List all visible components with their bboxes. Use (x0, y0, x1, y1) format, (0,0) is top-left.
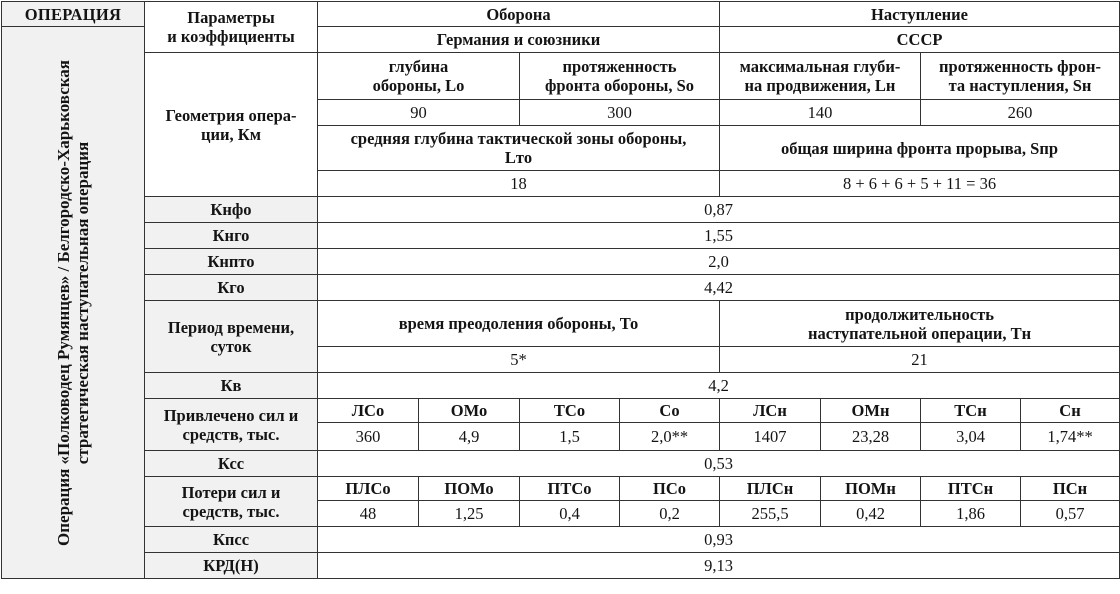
losses-value: 0,4 (520, 501, 620, 527)
losses-header: ПЛСн (720, 477, 821, 501)
lo-label: глубина обороны, Lо (318, 53, 520, 100)
knpto-label: Кнпто (145, 249, 318, 275)
forces-header: ОМн (821, 399, 921, 423)
krd-label: КРД(Н) (145, 553, 318, 579)
forces-label: Привлечено сил и средств, тыс. (145, 399, 318, 451)
lh-label: максимальная глуби- на продвижения, Lн (720, 53, 921, 100)
krd-value: 9,13 (318, 553, 1120, 579)
losses-header: ПСо (620, 477, 720, 501)
forces-value: 23,28 (821, 423, 921, 451)
lto-value: 18 (318, 171, 720, 197)
losses-value: 48 (318, 501, 419, 527)
kgo-value: 4,42 (318, 275, 1120, 301)
kngo-value: 1,55 (318, 223, 1120, 249)
tn-value: 21 (720, 347, 1120, 373)
kss-value: 0,53 (318, 451, 1120, 477)
params-header (145, 2, 318, 53)
sh-value: 260 (921, 100, 1120, 126)
forces-value: 2,0** (620, 423, 720, 451)
geometry-label: Геометрия опера- ции, Км (145, 53, 318, 197)
forces-header: ТСн (921, 399, 1021, 423)
losses-value: 0,57 (1021, 501, 1120, 527)
defense-side: Германия и союзники (318, 27, 720, 53)
losses-header: ПЛСо (318, 477, 419, 501)
to-label: время преодоления обороны, То (318, 301, 720, 347)
operation-table (1, 1, 1120, 579)
lo-value: 90 (318, 100, 520, 126)
lh-value: 140 (720, 100, 921, 126)
losses-value: 0,2 (620, 501, 720, 527)
params-header-text: Параметры и коэффициенты (167, 8, 295, 46)
forces-header: ЛСн (720, 399, 821, 423)
kgo-label: Кго (145, 275, 318, 301)
losses-header: ПТСн (921, 477, 1021, 501)
offense-side: СССР (720, 27, 1120, 53)
operation-name-cell (2, 27, 145, 579)
operation-header: ОПЕРАЦИЯ (2, 2, 145, 27)
knfo-value: 0,87 (318, 197, 1120, 223)
sh-label: протяженность фрон- та наступления, Sн (921, 53, 1120, 100)
forces-header: ТСо (520, 399, 620, 423)
forces-value: 1,5 (520, 423, 620, 451)
forces-header: ОМо (419, 399, 520, 423)
period-label: Период времени, суток (145, 301, 318, 373)
forces-value: 1,74** (1021, 423, 1120, 451)
losses-header: ПСн (1021, 477, 1120, 501)
offense-header: Наступление (720, 2, 1120, 27)
defense-header: Оборона (318, 2, 720, 27)
so-value: 300 (520, 100, 720, 126)
forces-value: 360 (318, 423, 419, 451)
kss-label: Ксс (145, 451, 318, 477)
forces-header: Со (620, 399, 720, 423)
forces-value: 4,9 (419, 423, 520, 451)
forces-value: 3,04 (921, 423, 1021, 451)
forces-value: 1407 (720, 423, 821, 451)
operation-name: Операция «Полководец Румянцев» / Белгородско-Харьковская стратегическая наступательная операция (54, 59, 92, 546)
kngo-label: Кнго (145, 223, 318, 249)
to-value: 5* (318, 347, 720, 373)
kv-value: 4,2 (318, 373, 1120, 399)
forces-header: Сн (1021, 399, 1120, 423)
losses-value: 1,86 (921, 501, 1021, 527)
losses-header: ПОМо (419, 477, 520, 501)
knpto-value: 2,0 (318, 249, 1120, 275)
knfo-label: Кнфо (145, 197, 318, 223)
forces-header: ЛСо (318, 399, 419, 423)
snp-label: общая ширина фронта прорыва, Sпр (720, 126, 1120, 171)
losses-value: 1,25 (419, 501, 520, 527)
losses-label: Потери сил и средств, тыс. (145, 477, 318, 527)
so-label: протяженность фронта обороны, Sо (520, 53, 720, 100)
losses-header: ПТСо (520, 477, 620, 501)
losses-value: 0,42 (821, 501, 921, 527)
kpss-value: 0,93 (318, 527, 1120, 553)
lto-label: средняя глубина тактической зоны обороны, Lто (318, 126, 720, 171)
kv-label: Кв (145, 373, 318, 399)
losses-header: ПОМн (821, 477, 921, 501)
losses-value: 255,5 (720, 501, 821, 527)
kpss-label: Кпсс (145, 527, 318, 553)
snp-value: 8 + 6 + 6 + 5 + 11 = 36 (720, 171, 1120, 197)
tn-label: продолжительность наступательной операции, Тн (720, 301, 1120, 347)
